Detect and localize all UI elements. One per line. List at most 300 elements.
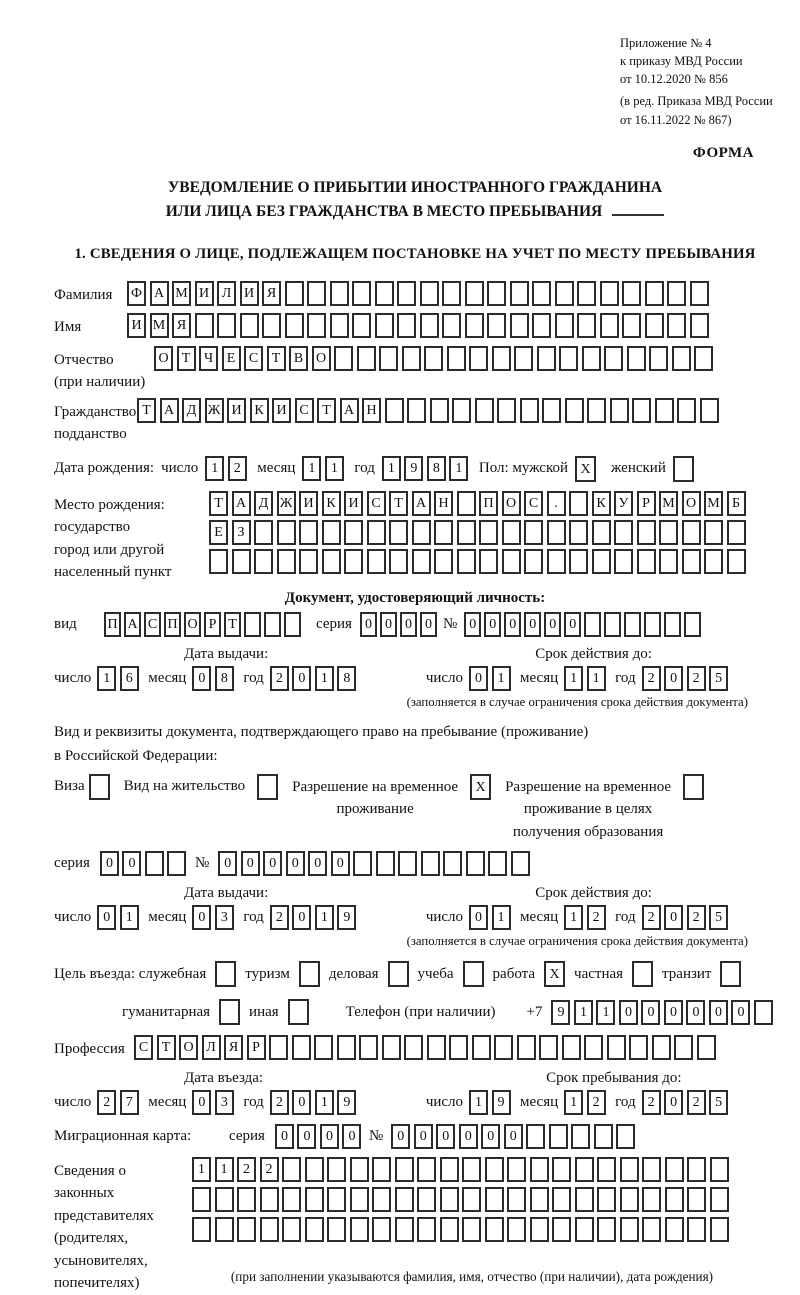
form-cell[interactable] xyxy=(637,520,656,545)
form-cell[interactable] xyxy=(587,398,606,423)
form-cell[interactable] xyxy=(569,549,588,574)
form-cell[interactable] xyxy=(604,612,621,637)
form-cell[interactable] xyxy=(260,1217,279,1242)
form-cell[interactable]: Т xyxy=(137,398,156,423)
form-cell[interactable]: З xyxy=(232,520,251,545)
form-cell[interactable] xyxy=(710,1187,729,1212)
form-cell[interactable]: 0 xyxy=(414,1124,433,1149)
form-cell[interactable]: 2 xyxy=(270,666,289,691)
form-cell[interactable] xyxy=(440,1187,459,1212)
form-cell[interactable] xyxy=(327,1157,346,1182)
form-cell[interactable] xyxy=(682,520,701,545)
form-cell[interactable] xyxy=(677,398,696,423)
form-cell[interactable] xyxy=(479,520,498,545)
form-cell[interactable]: 0 xyxy=(664,666,683,691)
form-cell[interactable] xyxy=(404,1035,423,1060)
form-cell[interactable] xyxy=(687,1157,706,1182)
form-cell[interactable] xyxy=(507,1157,526,1182)
sex-male-checkbox[interactable]: X xyxy=(575,456,596,482)
form-cell[interactable] xyxy=(637,549,656,574)
form-cell[interactable] xyxy=(575,1217,594,1242)
form-cell[interactable] xyxy=(452,398,471,423)
form-cell[interactable] xyxy=(584,612,601,637)
form-cell[interactable]: Ж xyxy=(277,491,296,516)
form-cell[interactable]: И xyxy=(344,491,363,516)
form-cell[interactable]: У xyxy=(614,491,633,516)
form-cell[interactable] xyxy=(322,520,341,545)
form-cell[interactable] xyxy=(350,1217,369,1242)
form-cell[interactable]: С xyxy=(244,346,263,371)
form-cell[interactable]: 8 xyxy=(427,456,446,481)
form-cell[interactable]: 1 xyxy=(315,1090,334,1115)
form-cell[interactable] xyxy=(417,1157,436,1182)
form-cell[interactable] xyxy=(395,1157,414,1182)
form-cell[interactable]: 8 xyxy=(337,666,356,691)
form-cell[interactable]: 1 xyxy=(192,1157,211,1182)
form-cell[interactable] xyxy=(457,520,476,545)
form-cell[interactable] xyxy=(292,1035,311,1060)
form-cell[interactable]: Б xyxy=(727,491,746,516)
form-cell[interactable]: 0 xyxy=(308,851,327,876)
form-cell[interactable] xyxy=(584,1035,603,1060)
form-cell[interactable] xyxy=(632,398,651,423)
form-cell[interactable] xyxy=(375,281,394,306)
form-cell[interactable]: Е xyxy=(222,346,241,371)
form-cell[interactable] xyxy=(277,520,296,545)
form-cell[interactable] xyxy=(440,1217,459,1242)
form-cell[interactable]: Л xyxy=(217,281,236,306)
form-cell[interactable] xyxy=(542,398,561,423)
form-cell[interactable]: 1 xyxy=(97,666,116,691)
form-cell[interactable]: К xyxy=(250,398,269,423)
form-cell[interactable] xyxy=(520,398,539,423)
form-cell[interactable] xyxy=(532,313,551,338)
form-cell[interactable]: 3 xyxy=(215,905,234,930)
form-cell[interactable] xyxy=(367,520,386,545)
form-cell[interactable] xyxy=(195,313,214,338)
rvp-education-checkbox[interactable] xyxy=(683,774,704,800)
form-cell[interactable] xyxy=(690,281,709,306)
form-cell[interactable]: М xyxy=(150,313,169,338)
form-cell[interactable] xyxy=(645,281,664,306)
form-cell[interactable] xyxy=(375,313,394,338)
form-cell[interactable] xyxy=(487,281,506,306)
form-cell[interactable] xyxy=(145,851,164,876)
form-cell[interactable] xyxy=(232,549,251,574)
form-cell[interactable]: 2 xyxy=(687,1090,706,1115)
form-cell[interactable]: 0 xyxy=(100,851,119,876)
form-cell[interactable] xyxy=(462,1157,481,1182)
form-cell[interactable] xyxy=(337,1035,356,1060)
sex-female-checkbox[interactable] xyxy=(673,456,694,482)
form-cell[interactable] xyxy=(488,851,507,876)
form-cell[interactable]: Н xyxy=(434,491,453,516)
form-cell[interactable]: О xyxy=(184,612,201,637)
form-cell[interactable] xyxy=(665,1187,684,1212)
form-cell[interactable] xyxy=(344,549,363,574)
form-cell[interactable] xyxy=(684,612,701,637)
form-cell[interactable] xyxy=(552,1157,571,1182)
form-cell[interactable] xyxy=(457,491,476,516)
residence-permit-checkbox[interactable] xyxy=(257,774,278,800)
visa-checkbox[interactable] xyxy=(89,774,110,800)
form-cell[interactable] xyxy=(622,313,641,338)
form-cell[interactable]: 0 xyxy=(459,1124,478,1149)
form-cell[interactable] xyxy=(379,346,398,371)
form-cell[interactable] xyxy=(167,851,186,876)
form-cell[interactable] xyxy=(665,1217,684,1242)
form-cell[interactable]: 1 xyxy=(492,905,511,930)
form-cell[interactable] xyxy=(485,1217,504,1242)
form-cell[interactable] xyxy=(614,549,633,574)
form-cell[interactable] xyxy=(690,313,709,338)
form-cell[interactable] xyxy=(305,1217,324,1242)
form-cell[interactable] xyxy=(237,1217,256,1242)
form-cell[interactable] xyxy=(497,398,516,423)
form-cell[interactable] xyxy=(597,1217,616,1242)
form-cell[interactable] xyxy=(462,1187,481,1212)
form-cell[interactable] xyxy=(440,1157,459,1182)
form-cell[interactable]: А xyxy=(150,281,169,306)
form-cell[interactable] xyxy=(420,281,439,306)
form-cell[interactable] xyxy=(575,1187,594,1212)
form-cell[interactable]: 6 xyxy=(120,666,139,691)
form-cell[interactable]: О xyxy=(312,346,331,371)
form-cell[interactable]: 1 xyxy=(315,666,334,691)
form-cell[interactable] xyxy=(254,520,273,545)
form-cell[interactable] xyxy=(565,398,584,423)
form-cell[interactable]: Т xyxy=(209,491,228,516)
form-cell[interactable] xyxy=(665,1157,684,1182)
form-cell[interactable]: 2 xyxy=(687,666,706,691)
form-cell[interactable]: 0 xyxy=(263,851,282,876)
form-cell[interactable] xyxy=(687,1217,706,1242)
form-cell[interactable] xyxy=(443,851,462,876)
form-cell[interactable] xyxy=(502,520,521,545)
form-cell[interactable] xyxy=(569,491,588,516)
form-cell[interactable] xyxy=(299,549,318,574)
form-cell[interactable] xyxy=(367,549,386,574)
form-cell[interactable] xyxy=(462,1217,481,1242)
form-cell[interactable] xyxy=(269,1035,288,1060)
form-cell[interactable]: 0 xyxy=(469,905,488,930)
form-cell[interactable] xyxy=(469,346,488,371)
form-cell[interactable]: 1 xyxy=(492,666,511,691)
form-cell[interactable] xyxy=(466,851,485,876)
form-cell[interactable]: 0 xyxy=(380,612,397,637)
form-cell[interactable]: А xyxy=(160,398,179,423)
form-cell[interactable]: И xyxy=(227,398,246,423)
form-cell[interactable]: 0 xyxy=(360,612,377,637)
form-cell[interactable]: Ч xyxy=(199,346,218,371)
form-cell[interactable]: 0 xyxy=(241,851,260,876)
form-cell[interactable]: 0 xyxy=(544,612,561,637)
form-cell[interactable] xyxy=(254,549,273,574)
form-cell[interactable] xyxy=(562,1035,581,1060)
form-cell[interactable] xyxy=(389,549,408,574)
form-cell[interactable]: 0 xyxy=(192,1090,211,1115)
form-cell[interactable]: 1 xyxy=(120,905,139,930)
form-cell[interactable]: 1 xyxy=(469,1090,488,1115)
form-cell[interactable] xyxy=(330,281,349,306)
form-cell[interactable]: Р xyxy=(204,612,221,637)
form-cell[interactable] xyxy=(642,1217,661,1242)
form-cell[interactable]: О xyxy=(179,1035,198,1060)
form-cell[interactable]: 3 xyxy=(215,1090,234,1115)
form-cell[interactable] xyxy=(314,1035,333,1060)
form-cell[interactable] xyxy=(485,1157,504,1182)
form-cell[interactable] xyxy=(552,1187,571,1212)
form-cell[interactable]: 0 xyxy=(524,612,541,637)
form-cell[interactable] xyxy=(412,549,431,574)
form-cell[interactable] xyxy=(282,1217,301,1242)
form-cell[interactable]: Д xyxy=(182,398,201,423)
form-cell[interactable]: 0 xyxy=(664,905,683,930)
form-cell[interactable] xyxy=(659,520,678,545)
form-cell[interactable]: А xyxy=(232,491,251,516)
form-cell[interactable] xyxy=(592,549,611,574)
form-cell[interactable]: 9 xyxy=(404,456,423,481)
form-cell[interactable] xyxy=(479,549,498,574)
form-cell[interactable] xyxy=(449,1035,468,1060)
form-cell[interactable] xyxy=(507,1187,526,1212)
form-cell[interactable] xyxy=(571,1124,590,1149)
form-cell[interactable] xyxy=(659,549,678,574)
form-cell[interactable]: 1 xyxy=(596,1000,615,1025)
form-cell[interactable] xyxy=(407,398,426,423)
form-cell[interactable] xyxy=(510,281,529,306)
form-cell[interactable]: 1 xyxy=(587,666,606,691)
form-cell[interactable] xyxy=(434,549,453,574)
form-cell[interactable] xyxy=(649,346,668,371)
form-cell[interactable]: 2 xyxy=(270,905,289,930)
form-cell[interactable]: 1 xyxy=(449,456,468,481)
form-cell[interactable] xyxy=(524,549,543,574)
form-cell[interactable]: 1 xyxy=(564,666,583,691)
form-cell[interactable] xyxy=(402,346,421,371)
form-cell[interactable]: 0 xyxy=(275,1124,294,1149)
form-cell[interactable] xyxy=(582,346,601,371)
form-cell[interactable] xyxy=(421,851,440,876)
form-cell[interactable]: 0 xyxy=(122,851,141,876)
form-cell[interactable] xyxy=(305,1187,324,1212)
form-cell[interactable]: Т xyxy=(389,491,408,516)
form-cell[interactable]: 0 xyxy=(420,612,437,637)
form-cell[interactable]: Р xyxy=(247,1035,266,1060)
form-cell[interactable]: 0 xyxy=(286,851,305,876)
form-cell[interactable]: 9 xyxy=(337,905,356,930)
form-cell[interactable] xyxy=(704,549,723,574)
form-cell[interactable]: К xyxy=(592,491,611,516)
form-cell[interactable] xyxy=(334,346,353,371)
form-cell[interactable] xyxy=(395,1187,414,1212)
form-cell[interactable]: О xyxy=(502,491,521,516)
form-cell[interactable]: О xyxy=(682,491,701,516)
form-cell[interactable]: 2 xyxy=(228,456,247,481)
form-cell[interactable] xyxy=(594,1124,613,1149)
form-cell[interactable]: Я xyxy=(172,313,191,338)
form-cell[interactable] xyxy=(285,313,304,338)
form-cell[interactable] xyxy=(600,313,619,338)
form-cell[interactable] xyxy=(475,398,494,423)
form-cell[interactable] xyxy=(694,346,713,371)
form-cell[interactable]: Т xyxy=(317,398,336,423)
form-cell[interactable]: Е xyxy=(209,520,228,545)
form-cell[interactable]: 0 xyxy=(619,1000,638,1025)
form-cell[interactable] xyxy=(616,1124,635,1149)
purpose-other-checkbox[interactable] xyxy=(288,999,309,1025)
form-cell[interactable] xyxy=(682,549,701,574)
form-cell[interactable] xyxy=(672,346,691,371)
form-cell[interactable] xyxy=(530,1187,549,1212)
form-cell[interactable]: 1 xyxy=(325,456,344,481)
form-cell[interactable] xyxy=(209,549,228,574)
form-cell[interactable] xyxy=(667,281,686,306)
form-cell[interactable] xyxy=(727,520,746,545)
form-cell[interactable] xyxy=(622,281,641,306)
form-cell[interactable] xyxy=(327,1217,346,1242)
form-cell[interactable]: 0 xyxy=(709,1000,728,1025)
form-cell[interactable] xyxy=(472,1035,491,1060)
form-cell[interactable]: 0 xyxy=(664,1090,683,1115)
form-cell[interactable]: Т xyxy=(157,1035,176,1060)
form-cell[interactable]: 5 xyxy=(709,905,728,930)
form-cell[interactable] xyxy=(530,1157,549,1182)
form-cell[interactable]: 0 xyxy=(192,905,211,930)
form-cell[interactable]: 0 xyxy=(292,1090,311,1115)
form-cell[interactable] xyxy=(352,281,371,306)
form-cell[interactable] xyxy=(434,520,453,545)
form-cell[interactable]: А xyxy=(412,491,431,516)
form-cell[interactable]: 9 xyxy=(551,1000,570,1025)
form-cell[interactable] xyxy=(627,346,646,371)
form-cell[interactable] xyxy=(644,612,661,637)
form-cell[interactable] xyxy=(674,1035,693,1060)
form-cell[interactable] xyxy=(549,1124,568,1149)
purpose-work-checkbox[interactable]: X xyxy=(544,961,565,987)
form-cell[interactable]: 0 xyxy=(731,1000,750,1025)
form-cell[interactable] xyxy=(620,1217,639,1242)
form-cell[interactable] xyxy=(727,549,746,574)
form-cell[interactable] xyxy=(307,281,326,306)
form-cell[interactable]: Я xyxy=(224,1035,243,1060)
form-cell[interactable] xyxy=(597,1187,616,1212)
form-cell[interactable] xyxy=(299,520,318,545)
form-cell[interactable] xyxy=(395,1217,414,1242)
form-cell[interactable] xyxy=(264,612,281,637)
form-cell[interactable] xyxy=(492,346,511,371)
purpose-tourism-checkbox[interactable] xyxy=(299,961,320,987)
form-cell[interactable]: С xyxy=(367,491,386,516)
form-cell[interactable]: И xyxy=(127,313,146,338)
form-cell[interactable] xyxy=(517,1035,536,1060)
form-cell[interactable] xyxy=(352,313,371,338)
purpose-business-checkbox[interactable] xyxy=(388,961,409,987)
form-cell[interactable] xyxy=(700,398,719,423)
form-cell[interactable] xyxy=(610,398,629,423)
form-cell[interactable] xyxy=(447,346,466,371)
form-cell[interactable] xyxy=(604,346,623,371)
form-cell[interactable]: 0 xyxy=(342,1124,361,1149)
form-cell[interactable] xyxy=(282,1157,301,1182)
form-cell[interactable] xyxy=(307,313,326,338)
form-cell[interactable] xyxy=(353,851,372,876)
form-cell[interactable] xyxy=(704,520,723,545)
form-cell[interactable] xyxy=(397,281,416,306)
form-cell[interactable]: 8 xyxy=(215,666,234,691)
form-cell[interactable] xyxy=(382,1035,401,1060)
form-cell[interactable]: М xyxy=(172,281,191,306)
form-cell[interactable] xyxy=(667,313,686,338)
form-cell[interactable] xyxy=(524,520,543,545)
form-cell[interactable] xyxy=(376,851,395,876)
form-cell[interactable]: 2 xyxy=(587,1090,606,1115)
form-cell[interactable]: 2 xyxy=(97,1090,116,1115)
form-cell[interactable] xyxy=(350,1187,369,1212)
form-cell[interactable]: П xyxy=(164,612,181,637)
form-cell[interactable] xyxy=(277,549,296,574)
form-cell[interactable]: 1 xyxy=(564,905,583,930)
form-cell[interactable] xyxy=(664,612,681,637)
form-cell[interactable] xyxy=(510,313,529,338)
purpose-humanitarian-checkbox[interactable] xyxy=(219,999,240,1025)
form-cell[interactable]: 0 xyxy=(297,1124,316,1149)
form-cell[interactable] xyxy=(620,1157,639,1182)
form-cell[interactable]: И xyxy=(272,398,291,423)
form-cell[interactable] xyxy=(710,1217,729,1242)
form-cell[interactable] xyxy=(710,1157,729,1182)
form-cell[interactable]: 9 xyxy=(337,1090,356,1115)
form-cell[interactable] xyxy=(511,851,530,876)
form-cell[interactable] xyxy=(192,1187,211,1212)
form-cell[interactable] xyxy=(597,1157,616,1182)
form-cell[interactable] xyxy=(344,520,363,545)
form-cell[interactable]: 5 xyxy=(709,666,728,691)
purpose-transit-checkbox[interactable] xyxy=(720,961,741,987)
form-cell[interactable]: 0 xyxy=(400,612,417,637)
form-cell[interactable]: Ф xyxy=(127,281,146,306)
form-cell[interactable]: 2 xyxy=(270,1090,289,1115)
form-cell[interactable] xyxy=(192,1217,211,1242)
form-cell[interactable]: О xyxy=(154,346,173,371)
form-cell[interactable]: Р xyxy=(637,491,656,516)
form-cell[interactable] xyxy=(372,1217,391,1242)
form-cell[interactable]: 0 xyxy=(292,905,311,930)
form-cell[interactable]: 0 xyxy=(469,666,488,691)
form-cell[interactable]: 0 xyxy=(641,1000,660,1025)
form-cell[interactable] xyxy=(357,346,376,371)
form-cell[interactable] xyxy=(465,313,484,338)
form-cell[interactable]: 0 xyxy=(686,1000,705,1025)
form-cell[interactable]: 1 xyxy=(205,456,224,481)
form-cell[interactable]: 0 xyxy=(331,851,350,876)
form-cell[interactable]: 1 xyxy=(302,456,321,481)
form-cell[interactable]: И xyxy=(195,281,214,306)
form-cell[interactable]: 2 xyxy=(237,1157,256,1182)
form-cell[interactable]: . xyxy=(547,491,566,516)
purpose-study-checkbox[interactable] xyxy=(463,961,484,987)
form-cell[interactable]: Ж xyxy=(205,398,224,423)
form-cell[interactable] xyxy=(552,1217,571,1242)
form-cell[interactable]: 2 xyxy=(642,905,661,930)
form-cell[interactable] xyxy=(417,1187,436,1212)
form-cell[interactable]: Я xyxy=(262,281,281,306)
form-cell[interactable] xyxy=(575,1157,594,1182)
form-cell[interactable] xyxy=(217,313,236,338)
form-cell[interactable] xyxy=(547,520,566,545)
form-cell[interactable]: 7 xyxy=(120,1090,139,1115)
form-cell[interactable] xyxy=(262,313,281,338)
